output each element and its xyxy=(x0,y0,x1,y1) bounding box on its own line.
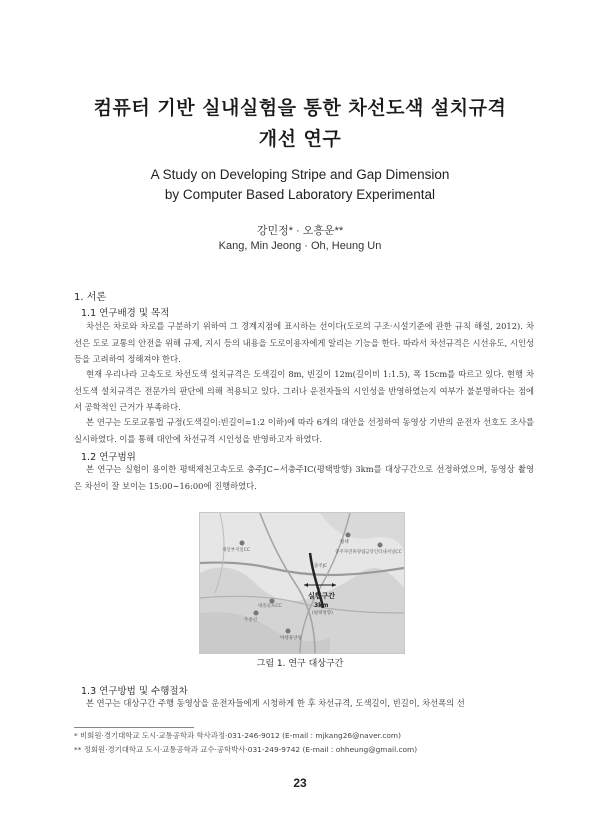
footnote-divider xyxy=(74,727,194,728)
paragraph-background-1: 차선은 차로와 차로를 구분하기 위하여 그 경계지점에 표시하는 선이다(도로의 구조·시설기준에 관한 규칙 해설, 2012). 차선은 도로 교통의 안전을 위해 규제, 지시 등의 내용을 도로이용자에게 알리는 기능을 한다. 따라서 차선규격은 시선유도, 시인성 등을 고려하여 정해져야 한다. xyxy=(74,321,534,364)
footnote-author1: * 비회원·경기대학교 도시·교통공학과 학사과정·031-246-9012 (E-mail : mjkang26@naver.com) xyxy=(74,731,402,740)
title-korean-line1: 컴퓨터 기반 실내실험을 통한 차선도색 설치규격 xyxy=(93,97,507,119)
title-english-line2: by Computer Based Laboratory Experimental xyxy=(164,187,436,202)
footnote-author2: ** 정회원·경기대학교 도시·교통공학과 교수·공학박사·031-249-9742 (E-mail : ohheung@gmail.com) xyxy=(74,745,418,754)
map-graphic xyxy=(200,513,404,653)
map-label-test-section: 실험구간 xyxy=(308,592,336,600)
paragraph-scope: 본 연구는 실험이 용이한 평택제천고속도로 충주JC∼서충주IC(평택방향) 3km를 대상구간으로 선정하였으며, 동영상 촬영은 차선이 잘 보이는 15:00∼16:00에 진행하였다. xyxy=(74,464,534,491)
map-label-jc: 충주JC xyxy=(314,564,328,569)
map-label-place1: 평택 xyxy=(340,540,349,545)
paragraph-method: 본 연구는 대상구간 주행 동영상을 운전자들에게 시청하게 한 후 차선규격, 도색길이, 빈길이, 차선폭의 선 xyxy=(86,698,465,708)
subsection-heading-scope: 1.2 연구범위 xyxy=(81,452,136,463)
title-korean-line2: 개선 연구 xyxy=(258,128,342,150)
map-label-place2: 주종선 xyxy=(244,618,258,623)
subsection-heading-method: 1.3 연구방법 및 수행절차 xyxy=(81,686,188,697)
paragraph-background-3: 본 연구는 도로교통법 규정(도색길이:빈길이=1:2 이하)에 따라 6개의 대안을 선정하여 동영상 기반의 운전자 선호도 조사를 실시하였다. 이를 통해 대안에 차선규격 시인성을 반영하고자 하였다. xyxy=(74,417,534,444)
section-heading-intro: 1. 서론 xyxy=(74,292,107,303)
map-label-golf3: 금강인터내셔널CC xyxy=(365,550,402,555)
authors-english: Kang, Min Jeong · Oh, Heung Un xyxy=(218,240,382,252)
title-english-line1: A Study on Developing Stripe and Gap Dimension xyxy=(150,167,450,182)
map-label-length: 3km xyxy=(314,602,329,609)
study-area-map xyxy=(199,512,405,654)
figure-caption: 그림 1. 연구 대상구간 xyxy=(256,659,344,669)
page-number: 23 xyxy=(293,776,307,790)
authors-korean: 강민정* · 오흥운** xyxy=(256,225,344,237)
map-label-golf1: 개인부지일CC xyxy=(222,548,251,553)
map-label-golf4: 대흥골프CC xyxy=(258,604,282,609)
subsection-heading-background: 1.1 연구배경 및 목적 xyxy=(81,308,170,319)
map-label-golf2: 충주자연휴양림 xyxy=(335,550,366,555)
paragraph-background-2: 현재 우리나라 고속도로 차선도색 설치규격은 도색길이 8m, 빈길이 12m(길이비 1:1.5), 폭 15cm를 따르고 있다. 현행 차선도색 설치규격은 전문가의 판단에 의해 적용되고 있다. 그러나 운전자들의 시인성을 반영하였는지 여부가 불분명하다는 점에서 공학적인 근거가 부족하다. xyxy=(74,369,534,412)
map-label-place3: 야행휴양림 xyxy=(280,636,302,641)
map-label-direction: (평택방향) xyxy=(312,611,333,616)
